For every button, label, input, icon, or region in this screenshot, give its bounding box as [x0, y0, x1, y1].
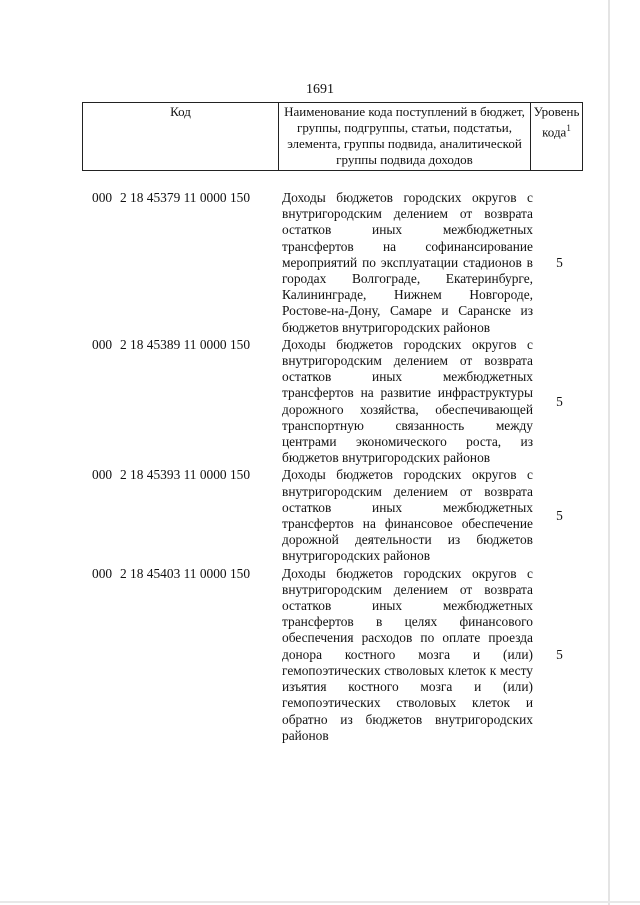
row-prefix: 000 — [92, 336, 113, 352]
row-name: Доходы бюджетов городских округов с внутригородским делением от возврата остатков иных межбюджетных трансфертов в целях финансового обеспечения расходов по оплате проезда донора костного мозга и (или) гемопоэтических стволовых клеток к месту изъятия костного мозга и (или) гемопоэтических стволовых клеток и обратно из бюджетов внутригородских районов — [282, 565, 533, 743]
scan-edge-bottom-line — [0, 901, 640, 903]
row-level: 5 — [556, 507, 563, 523]
row-level: 5 — [556, 646, 563, 662]
header-name-label: Наименование кода поступлений в бюджет, группы, подгруппы, статьи, подстатьи, элемента, группы подвида, аналитической группы подвида доходов — [284, 104, 525, 167]
row-name: Доходы бюджетов городских округов с внутригородским делением от возврата остатков иных межбюджетных трансфертов на развитие инфраструктуры дорожного хозяйства, обеспечивающей транспортную связанность между центрами экономического роста, из бюджетов внутригородских районов — [282, 336, 533, 466]
row-prefix: 000 — [92, 467, 113, 483]
row-name: Доходы бюджетов городских округов с внутригородским делением от возврата остатков иных межбюджетных трансфертов на финансовое обеспечение дорожной деятельности из бюджетов внутригородских районов — [282, 467, 533, 564]
table-row — [82, 190, 582, 336]
header-code — [83, 103, 279, 171]
table-row — [82, 337, 582, 467]
table-row — [82, 467, 582, 564]
row-code: 2 18 45389 11 0000 150 — [120, 336, 251, 352]
row-code: 2 18 45393 11 0000 150 — [120, 467, 251, 483]
header-name — [279, 103, 531, 171]
row-code: 2 18 45403 11 0000 150 — [120, 565, 251, 581]
header-level — [531, 103, 583, 171]
row-prefix: 000 — [92, 565, 113, 581]
scan-edge-line — [608, 0, 610, 905]
row-code: 2 18 45379 11 0000 150 — [120, 190, 251, 205]
header-code-label: Код — [170, 104, 191, 119]
row-prefix: 000 — [92, 190, 113, 205]
table-header — [82, 102, 583, 171]
rows-list — [82, 190, 582, 745]
page-number: 1691 — [306, 82, 334, 97]
header-row — [83, 103, 583, 171]
header-level-label: Уровень кода — [533, 104, 580, 140]
row-name: Доходы бюджетов городских округов с внутригородским делением от возврата остатков иных межбюджетных трансфертов на софинансирование мероприятий по эксплуатации стадионов в городах Волгограде, Екатеринбурге, Калининграде, Нижнем Новгороде, Ростове-на-Дону, Самаре и Саранске из бюджетов внутригородских районов — [282, 190, 533, 335]
row-level: 5 — [556, 254, 563, 270]
table-row — [82, 566, 582, 744]
header-level-footnote: 1 — [566, 123, 571, 133]
row-level: 5 — [556, 393, 563, 409]
